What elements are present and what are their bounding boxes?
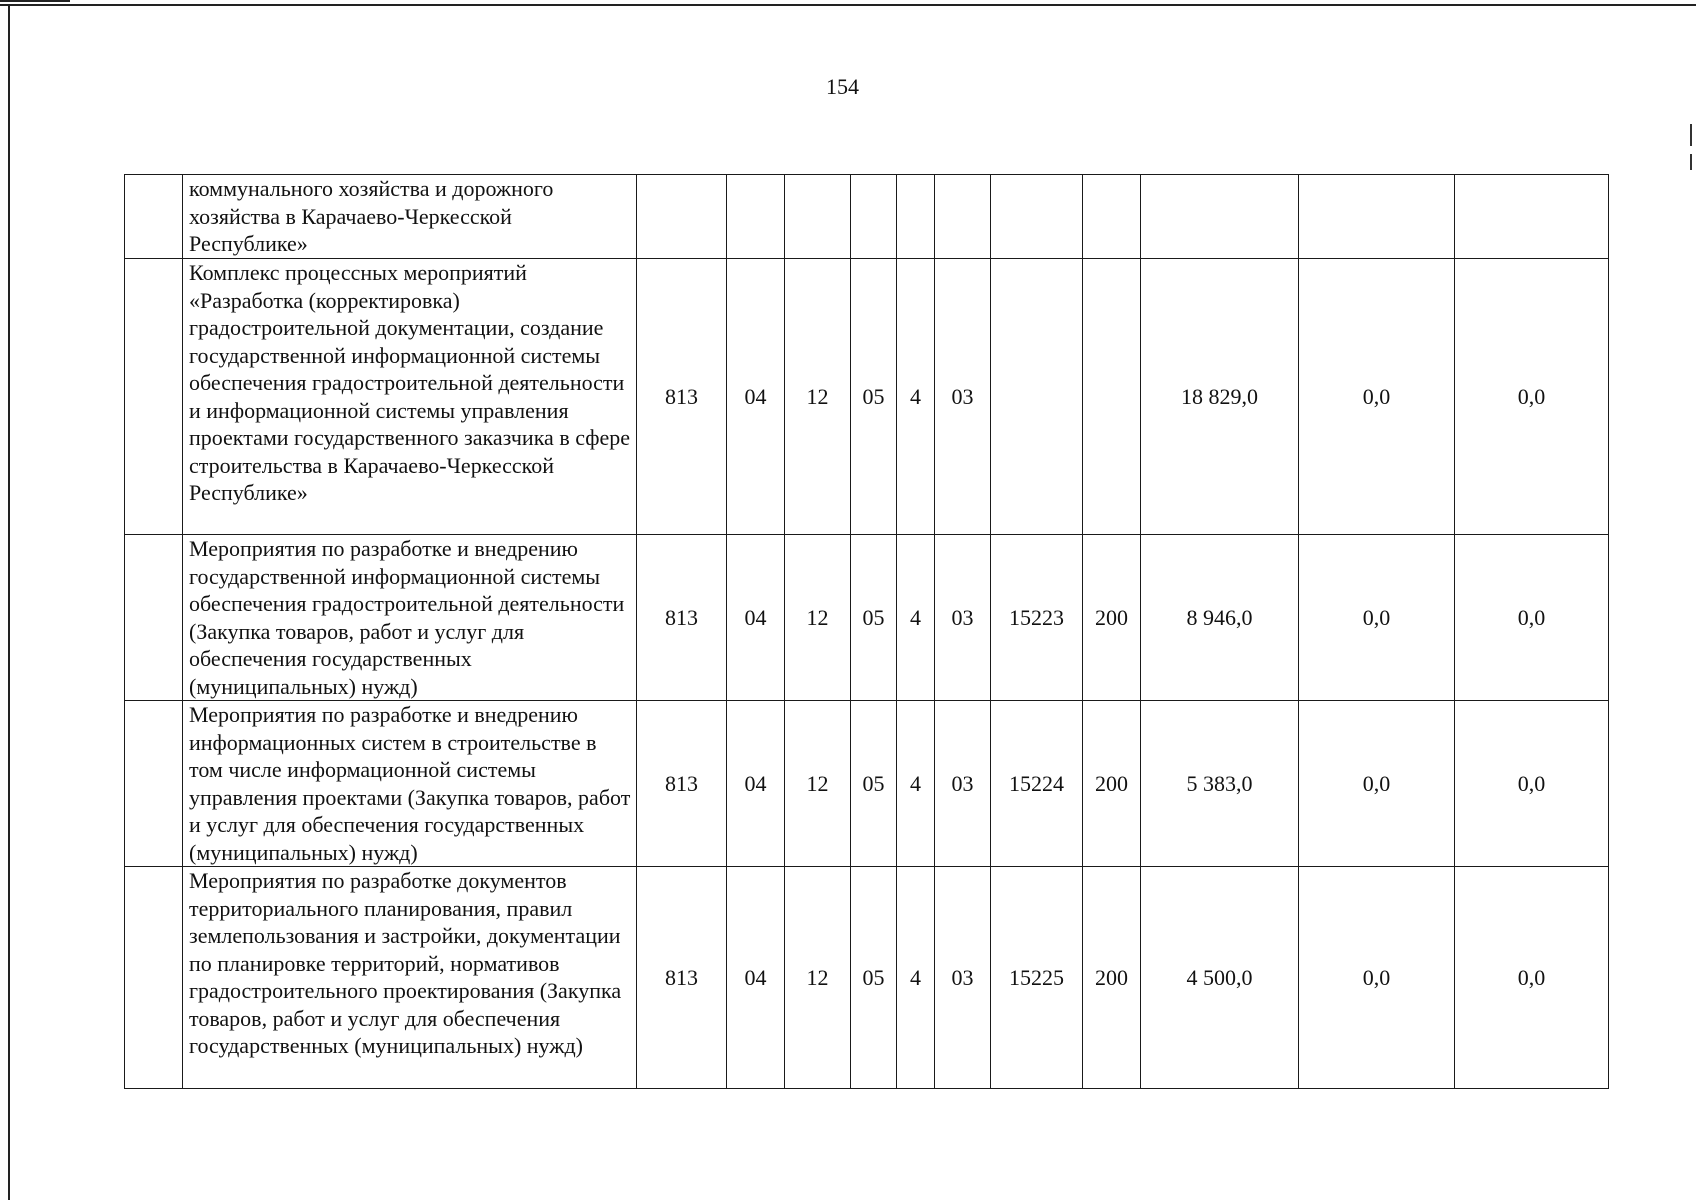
program-type-code-cell: 4 — [897, 867, 935, 1089]
direction-code-cell: 15225 — [991, 867, 1083, 1089]
amount-cell-1: 5 383,0 — [1141, 701, 1299, 867]
amount-cell-2: 0,0 — [1299, 867, 1455, 1089]
page-number: 154 — [826, 74, 859, 99]
program-code-cell: 05 — [851, 259, 897, 535]
table-row — [125, 867, 1609, 1089]
measure-code-cell: 03 — [935, 867, 991, 1089]
scan-edge-corner — [0, 0, 70, 2]
amount-cell-2 — [1299, 175, 1455, 259]
program-type-code-cell: 4 — [897, 259, 935, 535]
measure-code-cell: 03 — [935, 701, 991, 867]
description-cell: Мероприятия по разработке и внедрению государственной информационной системы обеспечения градостроительной деятельности (Закупка товаров, работ и услуг для обеспечения государственных (муниципальных) нужд) — [183, 535, 637, 701]
ministry-code-cell: 813 — [637, 259, 727, 535]
row-index-cell — [125, 175, 183, 259]
ministry-code-cell — [637, 175, 727, 259]
description-cell: Мероприятия по разработке и внедрению информационных систем в строительстве в том числе информационной системы управления проектами (Закупка товаров, работ и услуг для обеспечения государственных (муниципальных) нужд) — [183, 701, 637, 867]
description-cell: Мероприятия по разработке документов территориального планирования, правил землепользования и застройки, документации по планировке территорий, нормативов градостроительного проектирования (Закупка товаров, работ и услуг для обеспечения государственных (муниципальных) нужд) — [183, 867, 637, 1089]
expense-type-cell: 200 — [1083, 867, 1141, 1089]
program-code-cell: 05 — [851, 701, 897, 867]
amount-cell-1 — [1141, 175, 1299, 259]
expense-type-cell — [1083, 259, 1141, 535]
program-type-code-cell: 4 — [897, 535, 935, 701]
program-code-cell: 05 — [851, 535, 897, 701]
row-index-cell — [125, 701, 183, 867]
section-code-cell: 04 — [727, 535, 785, 701]
expense-type-cell: 200 — [1083, 701, 1141, 867]
table-row — [125, 175, 1609, 259]
section-code-cell: 04 — [727, 259, 785, 535]
amount-cell-2: 0,0 — [1299, 535, 1455, 701]
amount-cell-1: 4 500,0 — [1141, 867, 1299, 1089]
scan-edge-left — [8, 4, 10, 1200]
program-code-cell: 05 — [851, 867, 897, 1089]
subsection-code-cell: 12 — [785, 535, 851, 701]
subsection-code-cell: 12 — [785, 867, 851, 1089]
amount-cell-3: 0,0 — [1455, 867, 1609, 1089]
program-type-code-cell — [897, 175, 935, 259]
direction-code-cell — [991, 259, 1083, 535]
amount-cell-3 — [1455, 175, 1609, 259]
expense-type-cell — [1083, 175, 1141, 259]
section-code-cell — [727, 175, 785, 259]
section-code-cell: 04 — [727, 867, 785, 1089]
subsection-code-cell: 12 — [785, 701, 851, 867]
description-cell: коммунального хозяйства и дорожного хозяйства в Карачаево-Черкесской Республике» — [183, 175, 637, 259]
amount-cell-3: 0,0 — [1455, 259, 1609, 535]
measure-code-cell: 03 — [935, 535, 991, 701]
measure-code-cell: 03 — [935, 259, 991, 535]
expense-type-cell: 200 — [1083, 535, 1141, 701]
amount-cell-3: 0,0 — [1455, 701, 1609, 867]
amount-cell-1: 18 829,0 — [1141, 259, 1299, 535]
ministry-code-cell: 813 — [637, 701, 727, 867]
subsection-code-cell — [785, 175, 851, 259]
program-type-code-cell: 4 — [897, 701, 935, 867]
scan-tick-mark — [1690, 154, 1692, 170]
amount-cell-1: 8 946,0 — [1141, 535, 1299, 701]
amount-cell-2: 0,0 — [1299, 259, 1455, 535]
description-cell: Комплекс процессных мероприятий «Разработка (корректировка) градостроительной документации, создание государственной информационной системы обеспечения градостроительной деятельности и информационной системы управления проектами государственного заказчика в сфере строительства в Карачаево-Черкесской Республике» — [183, 259, 637, 535]
direction-code-cell: 15223 — [991, 535, 1083, 701]
row-index-cell — [125, 867, 183, 1089]
ministry-code-cell: 813 — [637, 867, 727, 1089]
scan-edge-top — [0, 4, 1696, 6]
table-row — [125, 259, 1609, 535]
scan-tick-mark — [1690, 124, 1692, 146]
table-row — [125, 535, 1609, 701]
amount-cell-3: 0,0 — [1455, 535, 1609, 701]
program-code-cell — [851, 175, 897, 259]
row-index-cell — [125, 535, 183, 701]
measure-code-cell — [935, 175, 991, 259]
direction-code-cell: 15224 — [991, 701, 1083, 867]
row-index-cell — [125, 259, 183, 535]
section-code-cell: 04 — [727, 701, 785, 867]
subsection-code-cell: 12 — [785, 259, 851, 535]
direction-code-cell — [991, 175, 1083, 259]
budget-table — [124, 174, 1609, 1089]
ministry-code-cell: 813 — [637, 535, 727, 701]
table-row — [125, 701, 1609, 867]
amount-cell-2: 0,0 — [1299, 701, 1455, 867]
